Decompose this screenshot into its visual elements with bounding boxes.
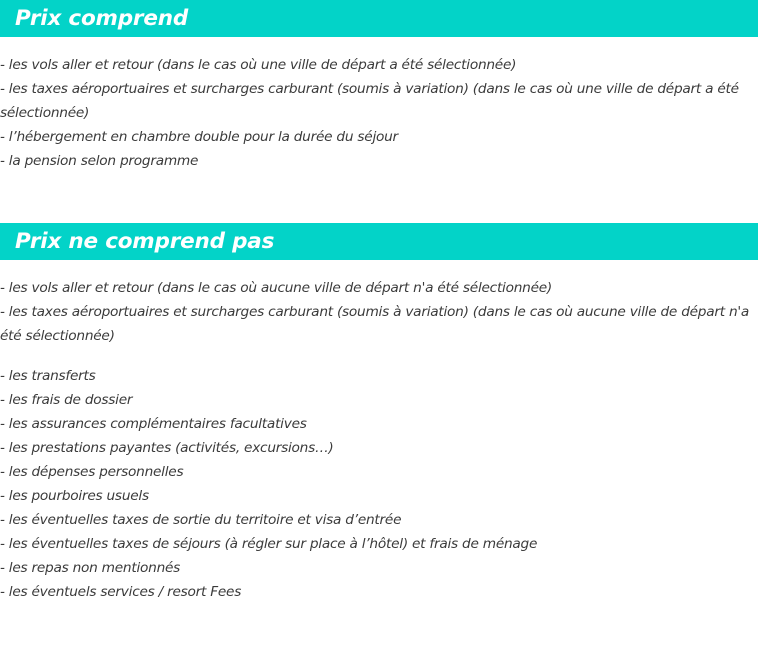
list-item: - la pension selon programme <box>0 153 199 169</box>
excludes-list-secondary <box>0 364 752 604</box>
includes-list <box>0 53 752 173</box>
list-item: - les dépenses personnelles <box>0 464 184 480</box>
list-item: - les transferts <box>0 368 96 384</box>
excludes-title: Prix ne comprend pas <box>15 229 275 254</box>
list-item: - les éventuelles taxes de séjours (à régler sur place à l’hôtel) et frais de ménage <box>0 536 538 552</box>
list-item: - les frais de dossier <box>0 392 133 408</box>
excludes-header <box>0 223 758 260</box>
list-item: - les éventuels services / resort Fees <box>0 584 242 600</box>
list-item: - l’hébergement en chambre double pour la durée du séjour <box>0 129 398 145</box>
excludes-list-primary <box>0 276 752 348</box>
list-item: - les vols aller et retour (dans le cas où aucune ville de départ n'a été sélectionnée) <box>0 280 553 296</box>
list-item: - les prestations payantes (activités, excursions…) <box>0 440 334 456</box>
includes-header <box>0 0 758 37</box>
list-item: - les repas non mentionnés <box>0 560 181 576</box>
list-item: - les pourboires usuels <box>0 488 149 504</box>
includes-title: Prix comprend <box>15 6 189 31</box>
list-item: - les vols aller et retour (dans le cas où une ville de départ a été sélectionnée) <box>0 57 517 73</box>
list-item: - les taxes aéroportuaires et surcharges carburant (soumis à variation) (dans le cas où aucune ville de départ n'a été sélectionnée) <box>0 304 750 344</box>
list-item: - les éventuelles taxes de sortie du territoire et visa d’entrée <box>0 512 402 528</box>
list-item: - les assurances complémentaires facultatives <box>0 416 307 432</box>
list-item: - les taxes aéroportuaires et surcharges carburant (soumis à variation) (dans le cas où une ville de départ a été sélectionnée) <box>0 81 739 121</box>
